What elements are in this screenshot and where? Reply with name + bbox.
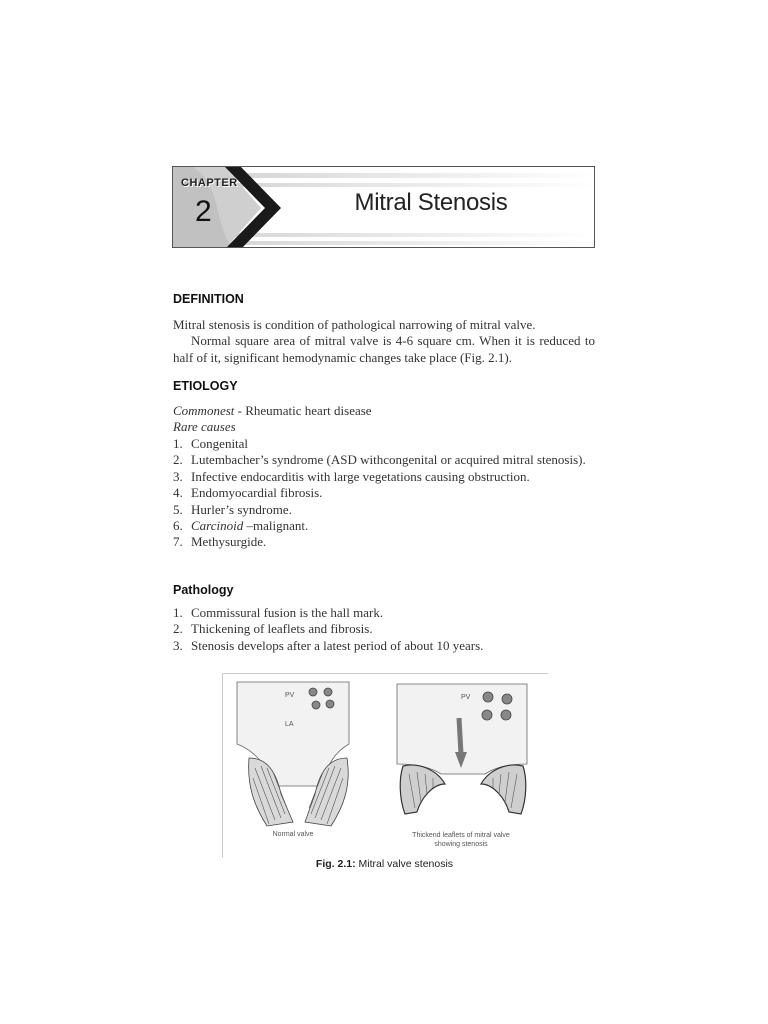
definition-line-1: Mitral stenosis is condition of pathological narrowing of mitral valve. [173, 317, 536, 332]
stenosis-caption-line-1: Thickend leaflets of mitral valve [412, 832, 510, 839]
list-item: 2. Thickening of leaflets and fibrosis. [173, 621, 373, 637]
rare-causes-label: Rare causes [173, 419, 236, 435]
list-item: 1. Commissural fusion is the hall mark. [173, 605, 384, 620]
etiology-heading: ETIOLOGY [173, 379, 238, 393]
chapter-number: 2 [195, 195, 212, 228]
mitral-valve-illustration [223, 674, 548, 858]
list-item: 3. Infective endocarditis with large vegetations causing obstruction. [173, 468, 530, 484]
pathology-heading: Pathology [173, 583, 234, 597]
stenosis-panel [397, 684, 527, 848]
carcinoid-term: Carcinoid [191, 518, 244, 534]
figure-caption-text: Mitral valve stenosis [355, 858, 454, 870]
definition-paragraph [173, 317, 595, 366]
etiology-intro [173, 403, 595, 436]
figure-caption [222, 858, 547, 870]
list-item: 4. Endomyocardial fibrosis. [173, 485, 323, 501]
commonest-text: - Rheumatic heart disease [234, 403, 372, 418]
figure-caption-label: Fig. 2.1: [315, 858, 356, 870]
pathology-list [173, 605, 595, 654]
mitral-valve-figure [222, 673, 548, 858]
definition-heading: DEFINITION [173, 292, 244, 306]
list-item: 3. Stenosis develops after a latest period of about 10 years. [173, 637, 484, 653]
chapter-title: Mitral Stenosis [354, 189, 508, 216]
etiology-list [173, 436, 595, 551]
list-item: 1. Congenital [173, 436, 249, 451]
list-item: 2. Lutembacher’s syndrome (ASD withcongenital or acquired mitral stenosis). [173, 452, 586, 468]
left-pv-label: PV [285, 692, 295, 699]
normal-valve-panel [237, 682, 349, 838]
list-item: 6. Carcinoid –malignant. [173, 518, 309, 534]
commonest-label: Commonest [173, 403, 235, 418]
stenosis-caption-line-2: showing stenosis [434, 841, 488, 848]
right-pv-label: PV [461, 694, 471, 701]
normal-valve-caption: Normal valve [272, 831, 314, 838]
chapter-label: CHAPTER [181, 177, 238, 189]
chapter-banner [172, 166, 595, 248]
left-la-label: LA [285, 721, 294, 728]
definition-line-2: Normal square area of mitral valve is 4-6 square cm. When it is reduced to half of it, significant hemodynamic changes take place (Fig. 2.1). [173, 333, 595, 365]
list-item: 5. Hurler’s syndrome. [173, 501, 292, 517]
list-item: 7. Methysurgide. [173, 534, 267, 550]
